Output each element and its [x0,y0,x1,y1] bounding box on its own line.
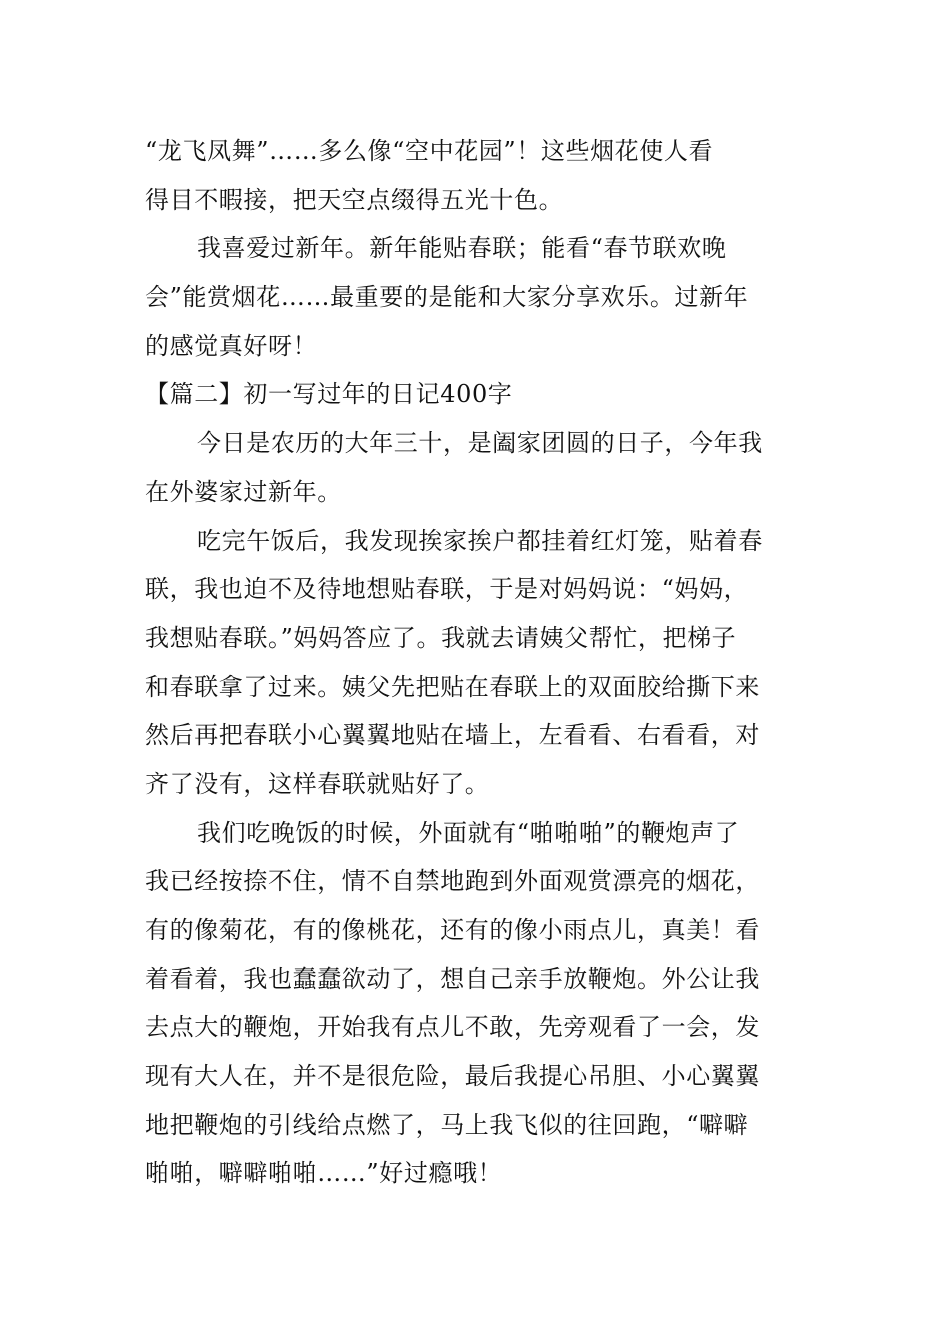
paragraph-start-line: 我喜爱过新年。新年能贴春联；能看“春节联欢晚 [197,234,727,263]
text-line: 啪啪，噼噼啪啪……”好过瘾哦！ [145,1159,503,1188]
paragraph-start-line: 吃完午饭后，我发现挨家挨户都挂着红灯笼，贴着春 [197,526,763,555]
text-line: 齐了没有，这样春联就贴好了。 [145,769,490,798]
text-line: 在外婆家过新年。 [145,477,342,506]
text-line: 着看着，我也蠢蠢欲动了，想自己亲手放鞭炮。外公让我 [145,964,760,993]
section-heading: 【篇二】初一写过年的日记400字 [145,380,513,409]
document-body [145,127,810,1198]
text-line: “龙飞凤舞”……多么像“空中花园”！这些烟花使人看 [145,137,714,165]
text-line: 地把鞭炮的引线给点燃了，马上我飞似的往回跑，“噼噼 [145,1110,749,1139]
text-line: 会”能赏烟花……最重要的是能和大家分享欢乐。过新年 [145,283,749,312]
text-line: 然后再把春联小心翼翼地贴在墙上，左看看、右看看，对 [145,721,760,750]
paragraph-start-line: 今日是农历的大年三十，是阖家团圆的日子，今年我 [197,429,763,458]
text-line: 我想贴春联。”妈妈答应了。我就去请姨父帮忙，把梯子 [145,623,737,652]
text-line: 联，我也迫不及待地想贴春联，于是对妈妈说：“妈妈， [145,575,749,604]
text-line: 得目不暇接，把天空点缀得五光十色。 [145,185,564,214]
paragraph-start-line: 我们吃晚饭的时候，外面就有“啪啪啪”的鞭炮声了 [197,818,740,847]
text-line: 有的像菊花，有的像桃花，还有的像小雨点儿，真美！看 [145,916,760,944]
text-line: 和春联拿了过来。姨父先把贴在春联上的双面胶给撕下来 [145,672,760,701]
text-line: 的感觉真好呀！ [145,331,318,360]
text-line: 去点大的鞭炮，开始我有点儿不敢，先旁观看了一会，发 [145,1013,760,1042]
text-line: 现有大人在，并不是很危险，最后我提心吊胆、小心翼翼 [145,1062,760,1091]
text-line: 我已经按捺不住，情不自禁地跑到外面观赏漂亮的烟花， [145,867,760,896]
